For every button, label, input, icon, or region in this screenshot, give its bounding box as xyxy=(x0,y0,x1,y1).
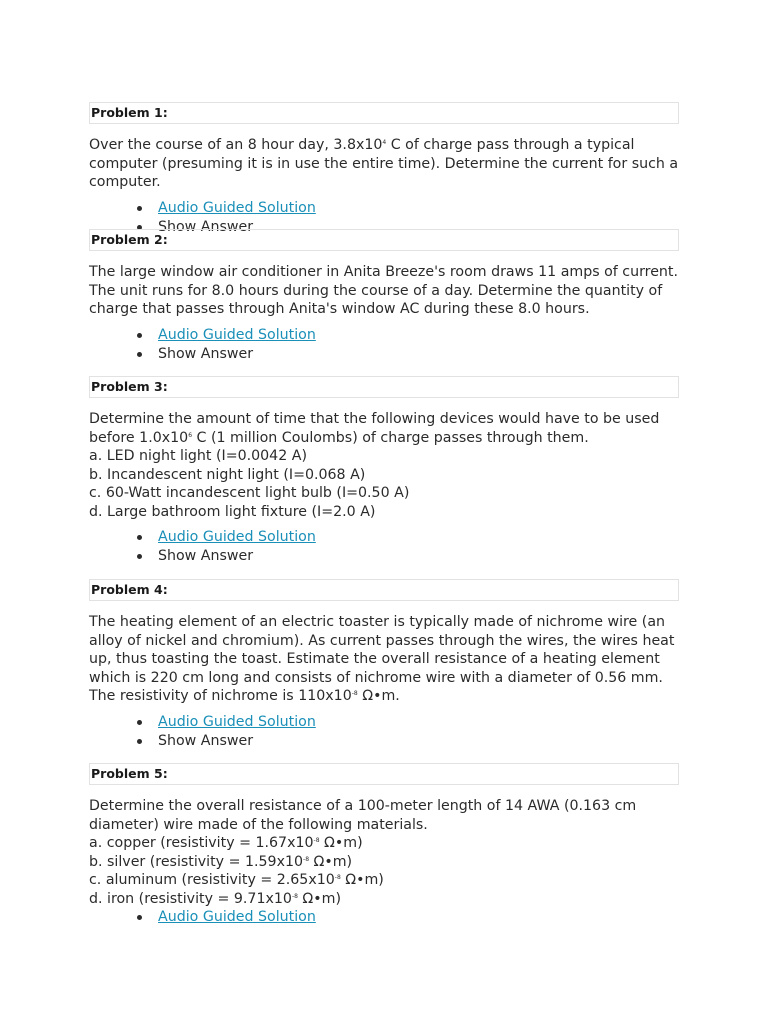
problem-header: Problem 4: xyxy=(89,579,679,601)
bullet-icon xyxy=(137,739,142,744)
bullet-icon xyxy=(137,352,142,357)
list-item xyxy=(158,713,679,732)
problem-3 xyxy=(89,376,679,566)
problem-2 xyxy=(89,229,679,364)
solution-links xyxy=(89,528,679,566)
bullet-icon xyxy=(137,206,142,211)
problem-text: Determine the overall resistance of a 100-meter length of 14 AWA (0.163 cm diameter) wire made of the following materials. a. copper (resistivity = $1.67x10^{-8}$ Ω•m) b. silver (resistivity = $1.59x10^{-8}$ Ω•m) c. aluminum (resistivity = $2.65x10^{-8}$ Ω•m) d. iron (resistivity = $9.71x10^{-8}$ Ω•m) xyxy=(89,797,679,908)
bullet-icon xyxy=(137,554,142,559)
bullet-icon xyxy=(137,333,142,338)
material-list xyxy=(89,834,679,908)
list-item xyxy=(158,732,679,751)
show-answer-toggle[interactable]: Show Answer xyxy=(158,548,254,564)
list-item: b. Incandescent night light (I=0.068 A) xyxy=(89,466,366,483)
problem-text: Over the course of an 8 hour day, $3.8x10^4$ C of charge pass through a typical computer (presuming it is in use the entire time). Determine the current for such a computer. xyxy=(89,137,679,190)
problem-header: Problem 2: xyxy=(89,229,679,251)
show-answer-toggle[interactable]: Show Answer xyxy=(158,732,254,749)
list-item: c. 60-Watt incandescent light bulb (I=0.50 A) xyxy=(89,485,410,501)
problem-text: The large window air conditioner in Anita Breeze's room draws 11 amps of current. The unit runs for 8.0 hours during the course of a day. Determine the quantity of charge that passes through Anita's window AC during these 8.0 hours. xyxy=(89,264,678,317)
solution-links xyxy=(89,326,679,364)
audio-guided-solution-link[interactable]: Audio Guided Solution xyxy=(158,326,316,343)
list-item: a. LED night light (I=0.0042 A) xyxy=(89,448,307,464)
audio-guided-solution-link[interactable]: Audio Guided Solution xyxy=(158,199,316,216)
list-item: d. iron (resistivity = $9.71x10^{-8}$ Ω•m) xyxy=(89,890,341,907)
bullet-icon xyxy=(137,535,142,540)
list-item xyxy=(158,199,679,218)
show-answer-toggle[interactable]: Show Answer xyxy=(158,218,254,235)
problem-4 xyxy=(89,579,679,751)
list-item: a. copper (resistivity = $1.67x10^{-8}$ Ω•m) xyxy=(89,835,363,851)
problem-header: Problem 3: xyxy=(89,376,679,398)
problem-1 xyxy=(89,102,679,237)
list-item xyxy=(158,528,679,547)
bullet-icon xyxy=(137,720,142,725)
problem-header: Problem 5: xyxy=(89,763,679,785)
audio-guided-solution-link[interactable]: Audio Guided Solution xyxy=(158,909,316,925)
list-item xyxy=(158,326,679,345)
audio-guided-solution-link[interactable]: Audio Guided Solution xyxy=(158,713,316,730)
solution-links xyxy=(89,908,679,927)
problem-header: Problem 1: xyxy=(89,102,679,124)
problem-text: Determine the amount of time that the following devices would have to be used before $1.0x10^6$ C (1 million Coulombs) of charge passes through them. a. LED night light (I=0.0042 A) b. Incandescent night light (I=0.068 A) c. 60-Watt incandescent light bulb (I=0.50 A) d. Large bathroom light fixture (I=2.0 A) xyxy=(89,410,679,521)
show-answer-toggle[interactable]: Show Answer xyxy=(158,345,254,362)
bullet-icon xyxy=(137,915,142,920)
problem-text: The heating element of an electric toaster is typically made of nichrome wire (an alloy of nickel and chromium). As current passes through the wires, the wires heat up, thus toasting the toast. Estimate the overall resistance of a heating element which is 220 cm long and consists of nichrome wire with a diameter of 0.56 mm. The resistivity of nichrome is $110x10^{-8}$ Ω•m. xyxy=(89,614,675,704)
list-item xyxy=(158,345,679,364)
list-item: b. silver (resistivity = $1.59x10^{-8}$ Ω•m) xyxy=(89,853,353,870)
list-item xyxy=(158,547,679,566)
device-list xyxy=(89,447,679,521)
problem-5 xyxy=(89,763,679,927)
list-item: c. aluminum (resistivity = $2.65x10^{-8}$ Ω•m) xyxy=(89,872,384,888)
list-item: d. Large bathroom light fixture (I=2.0 A) xyxy=(89,503,376,520)
list-item xyxy=(158,908,679,927)
solution-links xyxy=(89,713,679,751)
audio-guided-solution-link[interactable]: Audio Guided Solution xyxy=(158,529,316,545)
